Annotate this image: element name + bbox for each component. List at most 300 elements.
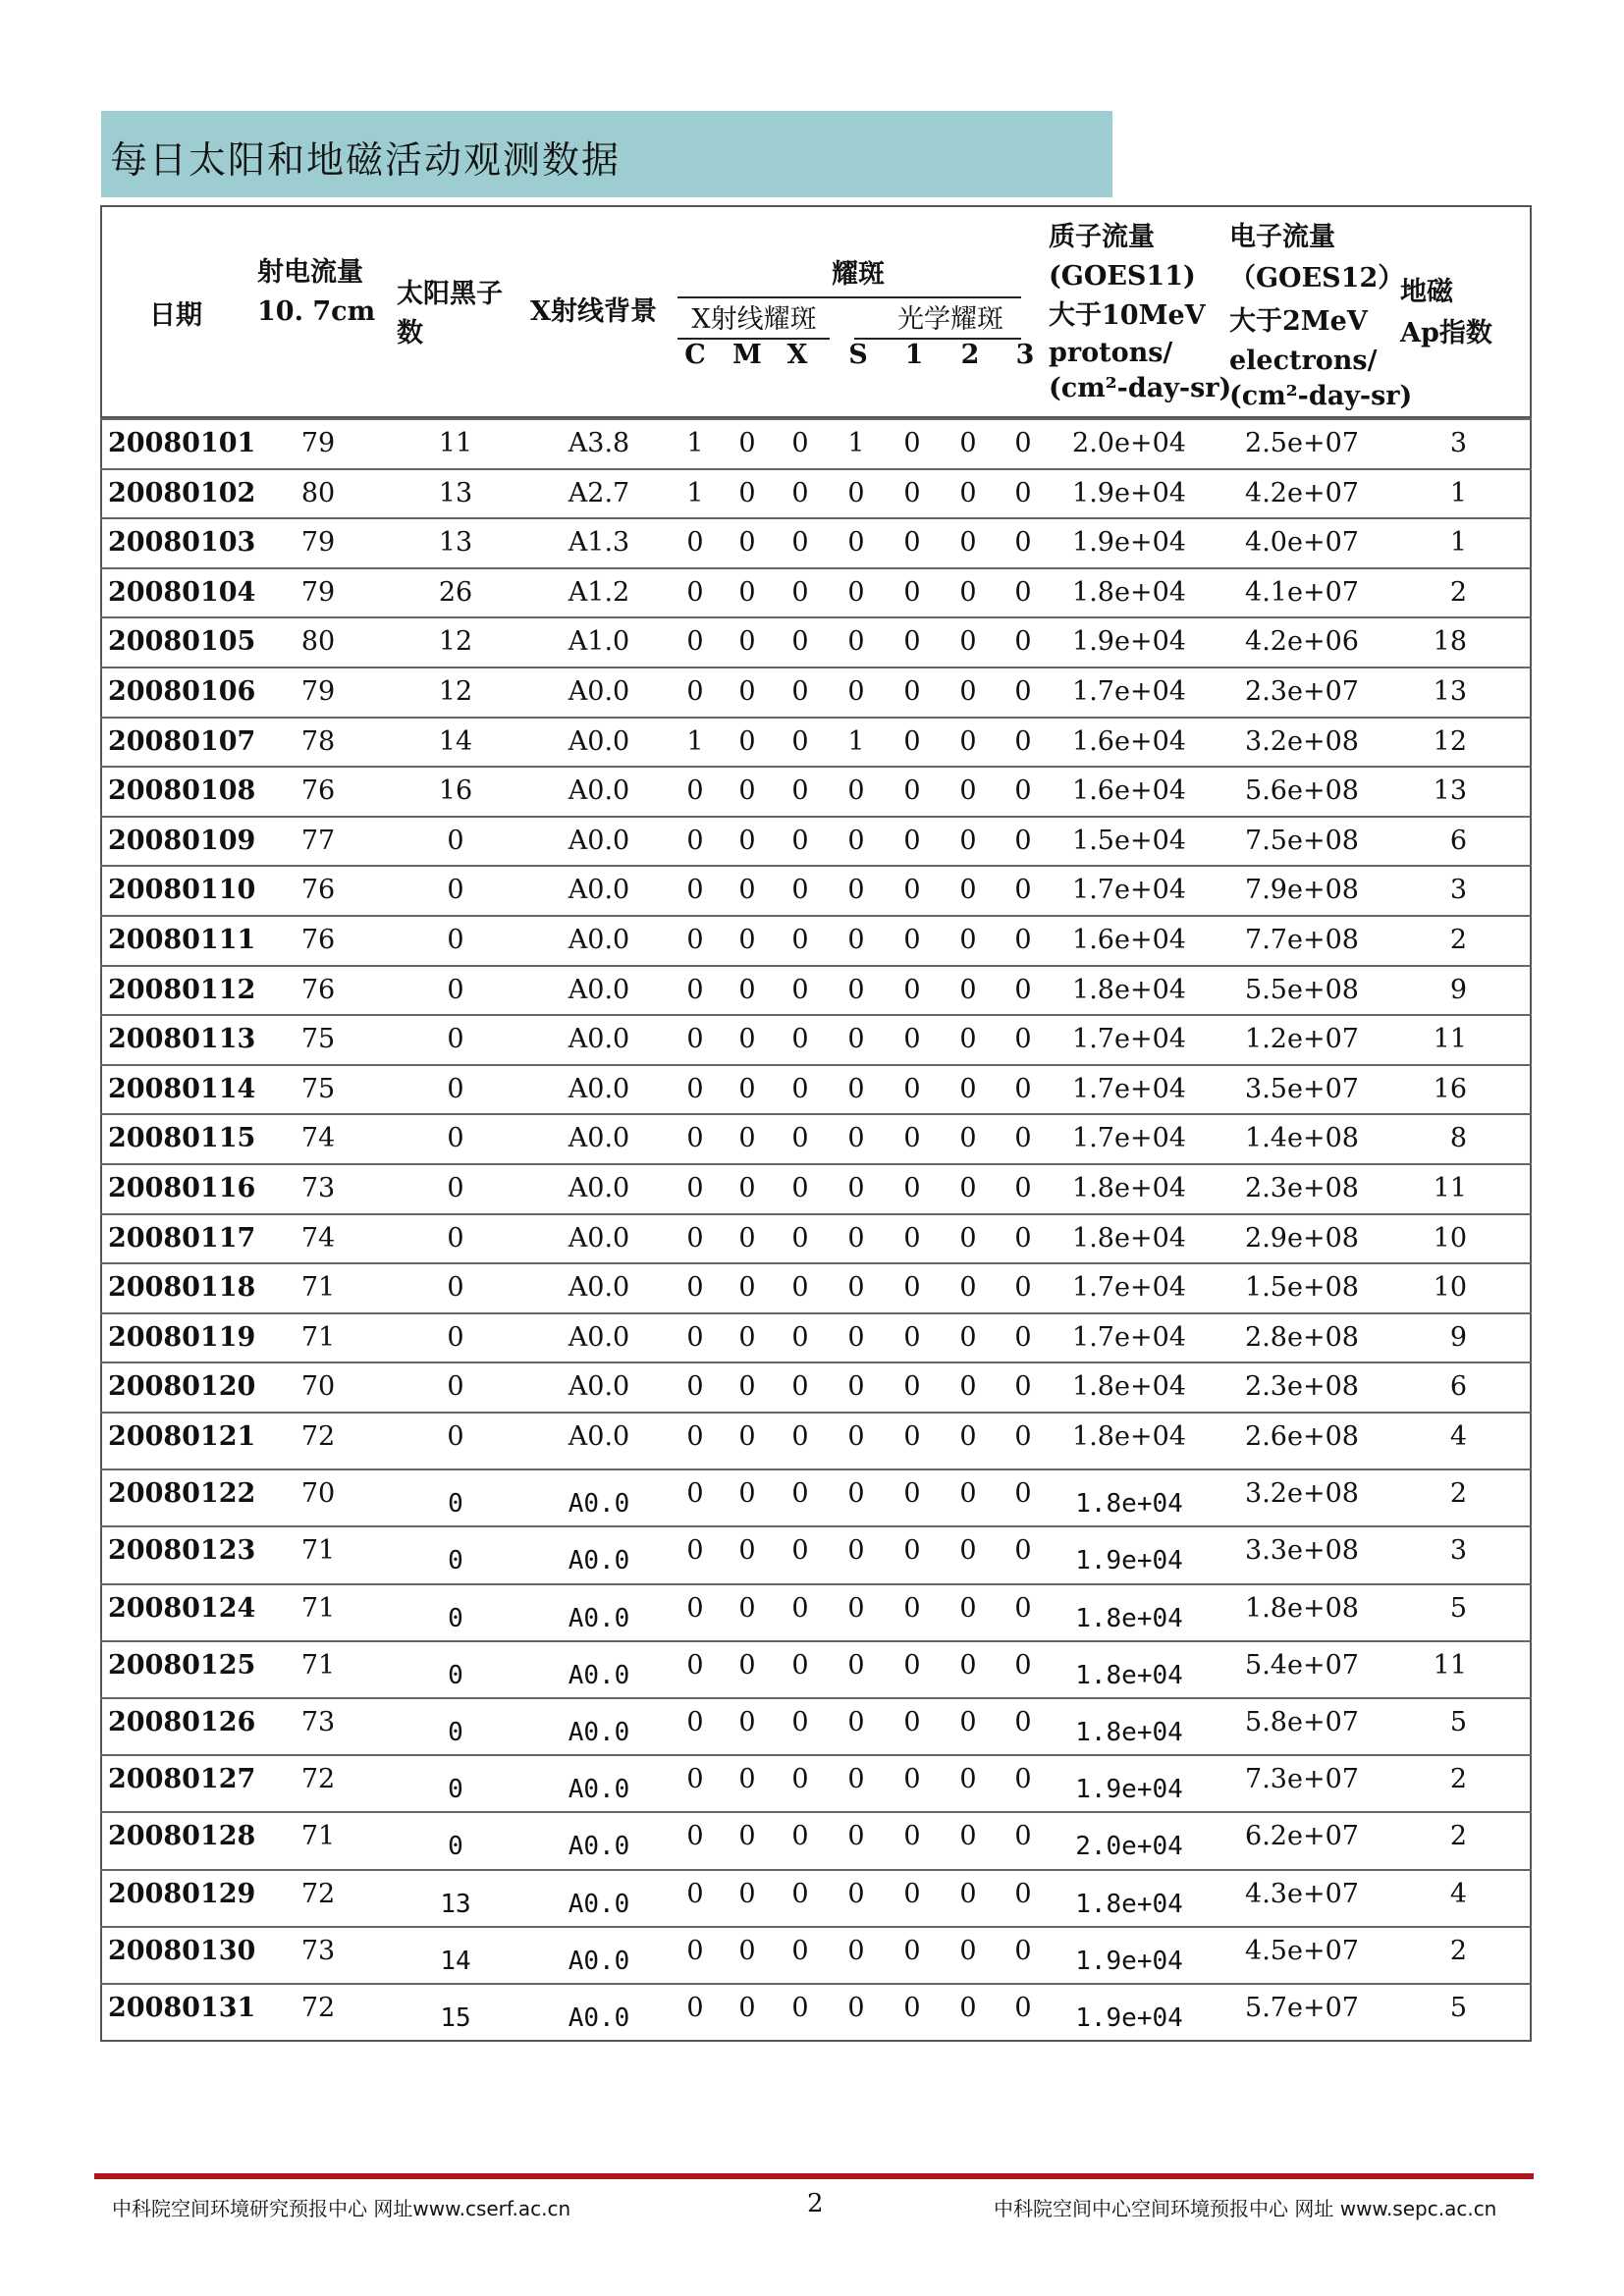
table-row	[100, 1014, 1532, 1065]
cell-flare-x: 0	[791, 1073, 809, 1104]
cell-sunspot: 0	[447, 1371, 464, 1403]
header-proton-5: (cm²-day-sr)	[1049, 373, 1232, 403]
cell-radio-flux: 74	[300, 1123, 336, 1154]
cell-electron: 2.5e+07	[1245, 428, 1359, 458]
cell-flare-3: 0	[1014, 1272, 1032, 1304]
header-sub-c: C	[684, 340, 706, 370]
cell-flare-1: 0	[903, 1073, 921, 1104]
cell-flare-3: 0	[1014, 875, 1032, 906]
cell-flare-c: 0	[686, 1272, 704, 1304]
cell-date: 20080123	[108, 1535, 256, 1567]
cell-date: 20080121	[108, 1421, 256, 1452]
cell-sunspot: 0	[447, 1421, 464, 1452]
cell-ap: 2	[1449, 1821, 1467, 1852]
cell-ap: 11	[1433, 1649, 1467, 1681]
cell-ap: 13	[1433, 775, 1467, 807]
cell-ap: 5	[1449, 1707, 1467, 1737]
cell-proton: 1.8e+04	[1075, 1889, 1183, 1919]
cell-proton: 1.5e+04	[1072, 825, 1186, 856]
cell-flare-2: 0	[959, 1935, 977, 1966]
cell-electron: 2.3e+07	[1245, 676, 1359, 707]
cell-flare-3: 0	[1014, 626, 1032, 658]
cell-flare-3: 0	[1014, 925, 1032, 955]
cell-sunspot: 12	[438, 676, 473, 707]
cell-flare-c: 0	[686, 1371, 704, 1403]
cell-flare-x: 0	[791, 1535, 809, 1567]
cell-proton: 1.7e+04	[1072, 1123, 1186, 1154]
cell-electron: 6.2e+07	[1245, 1821, 1359, 1852]
cell-flare-1: 0	[903, 1371, 921, 1403]
table-row	[100, 1262, 1532, 1313]
cell-flare-s: 0	[847, 1478, 865, 1510]
table-row	[100, 1312, 1532, 1363]
cell-flare-c: 0	[686, 1024, 704, 1055]
cell-flare-1: 0	[903, 527, 921, 559]
table-row	[100, 1213, 1532, 1264]
cell-radio-flux: 76	[300, 875, 336, 906]
cell-ap: 5	[1449, 1993, 1467, 2023]
cell-xray-bg: A0.0	[568, 1222, 630, 1254]
cell-flare-s: 0	[847, 925, 865, 955]
cell-flare-x: 0	[791, 1421, 809, 1452]
cell-date: 20080107	[108, 725, 256, 757]
cell-xray-bg: A0.0	[568, 1603, 630, 1633]
cell-xray-bg: A0.0	[568, 1421, 630, 1452]
table-row	[100, 865, 1532, 916]
cell-radio-flux: 79	[300, 428, 336, 458]
cell-flare-c: 1	[686, 428, 704, 458]
cell-electron: 1.2e+07	[1245, 1024, 1359, 1055]
cell-proton: 1.8e+04	[1072, 1421, 1186, 1452]
cell-flare-1: 0	[903, 974, 921, 1005]
cell-flare-3: 0	[1014, 1024, 1032, 1055]
cell-date: 20080104	[108, 576, 256, 608]
flare-underline	[677, 296, 1021, 298]
header-sub-1: 1	[904, 340, 924, 370]
cell-flare-m: 0	[738, 925, 756, 955]
cell-flare-3: 0	[1014, 1478, 1032, 1510]
cell-flare-s: 1	[847, 725, 865, 757]
cell-sunspot: 26	[438, 576, 473, 608]
cell-flare-3: 0	[1014, 527, 1032, 559]
cell-flare-m: 0	[738, 626, 756, 658]
cell-ap: 4	[1449, 1421, 1467, 1452]
cell-proton: 1.8e+04	[1072, 1371, 1186, 1403]
cell-electron: 3.2e+08	[1245, 1478, 1359, 1510]
cell-flare-x: 0	[791, 1173, 809, 1203]
table-row	[100, 517, 1532, 568]
cell-flare-1: 0	[903, 1649, 921, 1681]
cell-flare-m: 0	[738, 1123, 756, 1154]
cell-sunspot: 0	[447, 1123, 464, 1154]
header-radio-flux: 射电流量	[257, 257, 363, 288]
cell-flare-c: 0	[686, 576, 704, 608]
cell-flare-3: 0	[1014, 1073, 1032, 1104]
cell-proton: 1.7e+04	[1072, 676, 1186, 707]
cell-flare-x: 0	[791, 428, 809, 458]
cell-xray-bg: A0.0	[568, 1660, 630, 1690]
cell-ap: 16	[1433, 1073, 1467, 1104]
cell-flare-1: 0	[903, 725, 921, 757]
cell-date: 20080115	[108, 1123, 256, 1154]
cell-flare-s: 0	[847, 974, 865, 1005]
cell-radio-flux: 70	[300, 1371, 336, 1403]
cell-flare-m: 0	[738, 1821, 756, 1852]
cell-sunspot: 0	[447, 1321, 464, 1353]
cell-sunspot: 0	[447, 825, 464, 856]
cell-flare-s: 0	[847, 626, 865, 658]
cell-xray-bg: A0.0	[568, 676, 630, 707]
cell-flare-x: 0	[791, 775, 809, 807]
table-row	[100, 1362, 1532, 1413]
cell-date: 20080130	[108, 1935, 256, 1966]
header-radio-wavelength: 10. 7cm	[257, 296, 376, 327]
cell-flare-x: 0	[791, 1272, 809, 1304]
cell-flare-c: 0	[686, 775, 704, 807]
cell-xray-bg: A0.0	[568, 1272, 630, 1304]
cell-flare-c: 0	[686, 1821, 704, 1852]
cell-flare-1: 0	[903, 1123, 921, 1154]
cell-flare-c: 0	[686, 1993, 704, 2023]
cell-xray-bg: A2.7	[568, 477, 630, 508]
cell-flare-2: 0	[959, 825, 977, 856]
cell-flare-s: 0	[847, 527, 865, 559]
cell-xray-bg: A0.0	[568, 1946, 630, 1976]
cell-flare-2: 0	[959, 1272, 977, 1304]
cell-flare-2: 0	[959, 1592, 977, 1624]
cell-flare-1: 0	[903, 1878, 921, 1909]
header-sub-s: S	[848, 340, 868, 370]
cell-flare-3: 0	[1014, 1421, 1032, 1452]
cell-flare-3: 0	[1014, 676, 1032, 707]
cell-flare-c: 0	[686, 1592, 704, 1624]
cell-ap: 1	[1449, 527, 1467, 559]
cell-proton: 1.9e+04	[1072, 626, 1186, 658]
cell-date: 20080120	[108, 1371, 256, 1403]
cell-electron: 7.9e+08	[1245, 875, 1359, 906]
cell-flare-2: 0	[959, 1478, 977, 1510]
cell-ap: 5	[1449, 1592, 1467, 1624]
cell-xray-bg: A0.0	[568, 2003, 630, 2033]
header-proton-3: 大于10MeV	[1049, 300, 1206, 331]
table-row	[100, 1926, 1532, 1985]
cell-xray-bg: A0.0	[568, 825, 630, 856]
header-date: 日期	[149, 300, 202, 331]
cell-date: 20080122	[108, 1478, 256, 1510]
cell-flare-s: 0	[847, 676, 865, 707]
table-row	[100, 616, 1532, 667]
header-electron-5: (cm²-day-sr)	[1229, 381, 1413, 411]
cell-proton: 1.7e+04	[1072, 875, 1186, 906]
cell-electron: 4.2e+06	[1245, 626, 1359, 658]
cell-radio-flux: 73	[300, 1173, 336, 1203]
cell-flare-x: 0	[791, 1707, 809, 1737]
cell-xray-bg: A0.0	[568, 925, 630, 955]
cell-electron: 2.8e+08	[1245, 1321, 1359, 1353]
cell-radio-flux: 72	[300, 1421, 336, 1452]
cell-ap: 4	[1449, 1878, 1467, 1909]
cell-electron: 4.1e+07	[1245, 576, 1359, 608]
cell-flare-2: 0	[959, 1222, 977, 1254]
cell-flare-2: 0	[959, 1123, 977, 1154]
table-row	[100, 1869, 1532, 1928]
cell-electron: 7.5e+08	[1245, 825, 1359, 856]
cell-electron: 3.3e+08	[1245, 1535, 1359, 1567]
cell-flare-m: 0	[738, 1707, 756, 1737]
cell-flare-1: 0	[903, 1764, 921, 1795]
cell-radio-flux: 76	[300, 925, 336, 955]
cell-sunspot: 0	[447, 974, 464, 1005]
cell-xray-bg: A0.0	[568, 1321, 630, 1353]
table-row	[100, 1811, 1532, 1870]
cell-radio-flux: 71	[300, 1821, 336, 1852]
header-ap-2: Ap指数	[1400, 318, 1492, 348]
cell-xray-bg: A0.0	[568, 1173, 630, 1203]
cell-flare-m: 0	[738, 527, 756, 559]
footer-right: 中科院空间中心空间环境预报中心 网址 www.sepc.ac.cn	[994, 2197, 1497, 2220]
cell-xray-bg: A3.8	[568, 428, 630, 458]
table-row	[100, 418, 1532, 469]
cell-xray-bg: A0.0	[568, 1489, 630, 1520]
cell-proton: 1.8e+04	[1075, 1603, 1183, 1633]
cell-flare-1: 0	[903, 1592, 921, 1624]
cell-flare-x: 0	[791, 1123, 809, 1154]
cell-ap: 2	[1449, 925, 1467, 955]
cell-ap: 10	[1433, 1272, 1467, 1304]
cell-proton: 1.9e+04	[1072, 527, 1186, 559]
cell-proton: 1.8e+04	[1072, 974, 1186, 1005]
cell-flare-1: 0	[903, 925, 921, 955]
cell-flare-3: 0	[1014, 775, 1032, 807]
cell-electron: 2.3e+08	[1245, 1173, 1359, 1203]
cell-flare-c: 0	[686, 1478, 704, 1510]
cell-sunspot: 0	[447, 1173, 464, 1203]
cell-ap: 18	[1433, 626, 1467, 658]
cell-flare-1: 0	[903, 1535, 921, 1567]
cell-flare-c: 0	[686, 825, 704, 856]
cell-flare-c: 0	[686, 1173, 704, 1203]
cell-flare-3: 0	[1014, 1535, 1032, 1567]
cell-flare-m: 0	[738, 428, 756, 458]
header-sub-3: 3	[1015, 340, 1035, 370]
cell-ap: 11	[1433, 1024, 1467, 1055]
cell-radio-flux: 80	[300, 477, 336, 508]
cell-electron: 5.5e+08	[1245, 974, 1359, 1005]
cell-flare-m: 0	[738, 1993, 756, 2023]
header-sub-x: X	[786, 340, 808, 370]
table-row	[100, 1983, 1532, 2042]
cell-date: 20080124	[108, 1592, 256, 1624]
cell-date: 20080118	[108, 1272, 256, 1304]
cell-date: 20080102	[108, 477, 256, 508]
cell-sunspot: 0	[448, 1832, 463, 1862]
cell-flare-3: 0	[1014, 477, 1032, 508]
cell-radio-flux: 80	[300, 626, 336, 658]
table-row	[100, 1113, 1532, 1164]
cell-ap: 13	[1433, 676, 1467, 707]
cell-electron: 7.7e+08	[1245, 925, 1359, 955]
cell-flare-s: 0	[847, 1993, 865, 2023]
cell-flare-c: 0	[686, 875, 704, 906]
cell-flare-3: 0	[1014, 1592, 1032, 1624]
header-sunspot-2: 数	[397, 318, 423, 348]
cell-flare-1: 0	[903, 477, 921, 508]
table-row	[100, 667, 1532, 718]
cell-date: 20080109	[108, 825, 256, 856]
cell-flare-s: 0	[847, 1272, 865, 1304]
cell-proton: 1.9e+04	[1075, 1775, 1183, 1805]
cell-flare-2: 0	[959, 1371, 977, 1403]
cell-flare-x: 0	[791, 676, 809, 707]
table-row	[100, 1064, 1532, 1115]
cell-sunspot: 0	[448, 1546, 463, 1576]
cell-flare-2: 0	[959, 875, 977, 906]
cell-flare-2: 0	[959, 1073, 977, 1104]
footer-rule	[94, 2173, 1534, 2179]
cell-ap: 12	[1433, 725, 1467, 757]
cell-radio-flux: 77	[300, 825, 336, 856]
cell-flare-m: 0	[738, 1073, 756, 1104]
cell-flare-2: 0	[959, 1821, 977, 1852]
cell-flare-c: 1	[686, 477, 704, 508]
cell-flare-1: 0	[903, 428, 921, 458]
cell-flare-3: 0	[1014, 825, 1032, 856]
cell-flare-m: 0	[738, 1764, 756, 1795]
cell-flare-s: 0	[847, 1592, 865, 1624]
cell-xray-bg: A0.0	[568, 1024, 630, 1055]
cell-flare-1: 0	[903, 1821, 921, 1852]
cell-xray-bg: A0.0	[568, 1718, 630, 1747]
cell-proton: 1.6e+04	[1072, 725, 1186, 757]
cell-electron: 1.4e+08	[1245, 1123, 1359, 1154]
cell-flare-3: 0	[1014, 1993, 1032, 2023]
cell-flare-x: 0	[791, 1478, 809, 1510]
header-proton-1: 质子流量	[1049, 222, 1155, 252]
cell-flare-2: 0	[959, 1649, 977, 1681]
cell-sunspot: 13	[440, 1889, 471, 1919]
cell-flare-1: 0	[903, 626, 921, 658]
cell-date: 20080113	[108, 1024, 256, 1055]
optical-flare-underline	[854, 338, 1021, 340]
cell-flare-1: 0	[903, 1024, 921, 1055]
header-electron-3: 大于2MeV	[1229, 306, 1368, 337]
cell-flare-3: 0	[1014, 1649, 1032, 1681]
footer-left: 中科院空间环境研究预报中心 网址www.cserf.ac.cn	[112, 2197, 571, 2220]
cell-flare-2: 0	[959, 428, 977, 458]
cell-flare-x: 0	[791, 1821, 809, 1852]
cell-flare-c: 0	[686, 1535, 704, 1567]
cell-date: 20080111	[108, 925, 256, 955]
cell-proton: 1.9e+04	[1075, 1946, 1183, 1976]
cell-date: 20080103	[108, 527, 256, 559]
cell-radio-flux: 72	[300, 1764, 336, 1795]
cell-flare-3: 0	[1014, 1123, 1032, 1154]
cell-xray-bg: A0.0	[568, 725, 630, 757]
cell-flare-3: 0	[1014, 1821, 1032, 1852]
cell-flare-m: 0	[738, 974, 756, 1005]
cell-flare-2: 0	[959, 1024, 977, 1055]
cell-flare-m: 0	[738, 725, 756, 757]
cell-flare-x: 0	[791, 974, 809, 1005]
cell-flare-x: 0	[791, 1222, 809, 1254]
cell-flare-2: 0	[959, 925, 977, 955]
cell-xray-bg: A0.0	[568, 875, 630, 906]
cell-flare-s: 0	[847, 875, 865, 906]
cell-flare-c: 0	[686, 626, 704, 658]
cell-flare-c: 0	[686, 1421, 704, 1452]
cell-sunspot: 13	[438, 527, 473, 559]
cell-flare-m: 0	[738, 1478, 756, 1510]
cell-flare-2: 0	[959, 626, 977, 658]
cell-sunspot: 0	[447, 875, 464, 906]
cell-flare-x: 0	[791, 477, 809, 508]
cell-date: 20080110	[108, 875, 256, 906]
cell-xray-bg: A0.0	[568, 1546, 630, 1576]
cell-sunspot: 15	[440, 2003, 471, 2033]
table-row	[100, 965, 1532, 1016]
cell-flare-s: 0	[847, 775, 865, 807]
cell-ap: 6	[1449, 825, 1467, 856]
cell-radio-flux: 71	[300, 1592, 336, 1624]
cell-sunspot: 0	[447, 1222, 464, 1254]
cell-flare-2: 0	[959, 676, 977, 707]
cell-flare-c: 0	[686, 527, 704, 559]
cell-electron: 5.6e+08	[1245, 775, 1359, 807]
cell-ap: 2	[1449, 1478, 1467, 1510]
cell-xray-bg: A0.0	[568, 1889, 630, 1919]
cell-flare-3: 0	[1014, 1371, 1032, 1403]
cell-flare-c: 0	[686, 925, 704, 955]
header-electron-4: electrons/	[1229, 346, 1378, 376]
cell-sunspot: 0	[448, 1775, 463, 1805]
cell-flare-c: 1	[686, 725, 704, 757]
cell-flare-s: 0	[847, 1222, 865, 1254]
cell-flare-c: 0	[686, 1707, 704, 1737]
cell-flare-m: 0	[738, 676, 756, 707]
cell-ap: 11	[1433, 1173, 1467, 1203]
cell-radio-flux: 75	[300, 1024, 336, 1055]
cell-flare-1: 0	[903, 1222, 921, 1254]
cell-radio-flux: 75	[300, 1073, 336, 1104]
table-row	[100, 766, 1532, 817]
cell-flare-2: 0	[959, 974, 977, 1005]
cell-flare-x: 0	[791, 1935, 809, 1966]
cell-proton: 2.0e+04	[1072, 428, 1186, 458]
cell-electron: 1.8e+08	[1245, 1592, 1359, 1624]
cell-flare-m: 0	[738, 1935, 756, 1966]
cell-ap: 6	[1449, 1371, 1467, 1403]
cell-electron: 2.3e+08	[1245, 1371, 1359, 1403]
header-xray-flare: X射线耀斑	[691, 304, 817, 335]
cell-flare-m: 0	[738, 1535, 756, 1567]
cell-radio-flux: 71	[300, 1535, 336, 1567]
cell-proton: 1.7e+04	[1072, 1321, 1186, 1353]
cell-flare-x: 0	[791, 1592, 809, 1624]
cell-flare-1: 0	[903, 875, 921, 906]
cell-flare-s: 0	[847, 1878, 865, 1909]
cell-radio-flux: 72	[300, 1878, 336, 1909]
cell-date: 20080114	[108, 1073, 256, 1104]
cell-flare-1: 0	[903, 1173, 921, 1203]
cell-sunspot: 0	[448, 1718, 463, 1747]
cell-radio-flux: 70	[300, 1478, 336, 1510]
table-row	[100, 1697, 1532, 1756]
cell-date: 20080131	[108, 1993, 256, 2023]
page-number: 2	[807, 2189, 824, 2218]
cell-radio-flux: 76	[300, 775, 336, 807]
table-row	[100, 1468, 1532, 1527]
cell-flare-2: 0	[959, 725, 977, 757]
